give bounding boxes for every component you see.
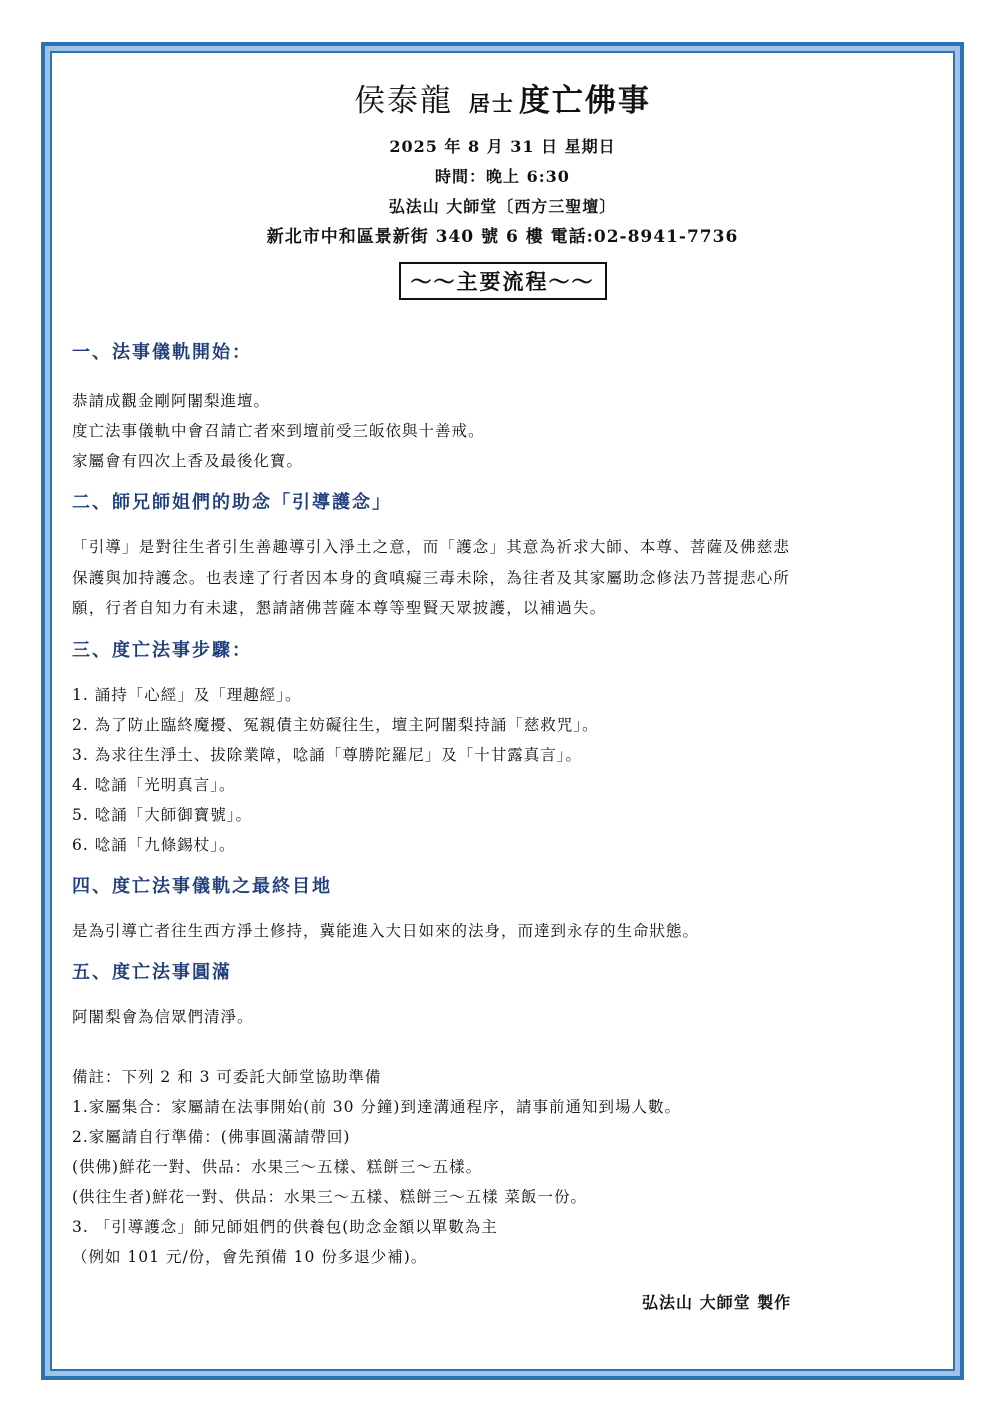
notes-line: 1.家屬集合：家屬請在法事開始(前 30 分鐘)到達溝通程序，請事前通知到場人數。 [72, 1097, 681, 1116]
honorific: 居士 [468, 91, 515, 116]
notes-line: （例如 101 元/份，會先預備 10 份多退少補)。 [72, 1247, 428, 1266]
event-address: 新北市中和區景新街 340 號 6 樓 電話:02-8941-7736 [266, 227, 739, 247]
header [52, 53, 953, 300]
section-4-heading: 四、度亡法事儀軌之最終目地 [72, 875, 332, 897]
notes [72, 1062, 933, 1272]
event-time: 時間：晚上 6:30 [435, 167, 570, 186]
flow-title-box: ～～主要流程～～ [399, 262, 607, 300]
notes-line: 2.家屬請自行準備：(佛事圓滿請帶回) [72, 1127, 351, 1146]
notes-line: (供往生者)鮮花一對、供品：水果三～五樣、糕餅三～五樣 菜飯一份。 [72, 1187, 588, 1206]
section-1-body [72, 386, 933, 476]
notes-line: 3. 「引導護念」師兄師姐們的供養包(助念金額以單數為主 [72, 1217, 498, 1236]
event-venue: 弘法山 大師堂〔西方三聖壇〕 [388, 197, 617, 216]
section-2-line: 保護與加持護念。也表達了行者因本身的貪嗔癡三毒未除，為往者及其家屬助念修法乃菩提悲心所 [72, 568, 791, 587]
step-item: 6. 唸誦「九條錫杖」。 [72, 835, 236, 854]
section-2-heading: 二、師兄師姐們的助念「引導護念」 [72, 492, 392, 513]
step-item: 2. 為了防止臨終魔擾、冤親債主妨礙往生，壇主阿闍梨持誦「慈救咒」。 [72, 715, 599, 734]
page-title [52, 81, 953, 124]
section-3-heading: 三、度亡法事步驟： [72, 639, 252, 661]
notes-line: 備註：下列 2 和 3 可委託大師堂協助準備 [72, 1067, 382, 1086]
section-1-line: 家屬會有四次上香及最後化寶。 [72, 452, 304, 470]
section-1-heading: 一、法事儀軌開始： [72, 342, 252, 363]
section-5-body [72, 1002, 933, 1032]
page-border [41, 42, 964, 1380]
section-4-body [72, 916, 933, 946]
section-2-line: 願，行者自知力有未逮，懇請諸佛菩薩本尊等聖賢天眾披護，以補過失。 [72, 599, 607, 617]
section-5-heading: 五、度亡法事圓滿 [72, 961, 232, 983]
section-1-line: 度亡法事儀軌中會召請亡者來到壇前受三皈依與十善戒。 [72, 422, 485, 440]
signature: 弘法山 大師堂 製作 [642, 1293, 792, 1312]
event-date: 2025 年 8 月 31 日 星期日 [389, 137, 616, 156]
section-4-line: 是為引導亡者往生西方淨土修持，冀能進入大日如來的法身，而達到永存的生命狀態。 [72, 921, 700, 940]
step-item: 5. 唸誦「大師御寶號」。 [72, 805, 252, 824]
notes-line: (供佛)鮮花一對、供品：水果三～五樣、糕餅三～五樣。 [72, 1157, 483, 1176]
step-item: 1. 誦持「心經」及「理趣經」。 [72, 685, 302, 704]
deceased-name: 侯泰龍 [354, 83, 454, 119]
section-2-line: 「引導」是對往生者引生善趣導引入淨土之意，而「護念」其意為祈求大師、本尊、菩薩及佛慈悲 [72, 538, 791, 556]
section-2-body [72, 532, 933, 624]
section-5-line: 阿闍梨會為信眾們清淨。 [72, 1007, 254, 1026]
step-item: 4. 唸誦「光明真言」。 [72, 775, 236, 794]
page-content [50, 51, 955, 1371]
section-3-body [72, 680, 933, 860]
section-1-line: 恭請成觀金剛阿闍梨進壇。 [72, 392, 271, 410]
event-title: 度亡佛事 [518, 83, 651, 119]
main-content [52, 300, 953, 1272]
step-item: 3. 為求往生淨土、拔除業障，唸誦「尊勝陀羅尼」及「十甘露真言」。 [72, 745, 582, 764]
